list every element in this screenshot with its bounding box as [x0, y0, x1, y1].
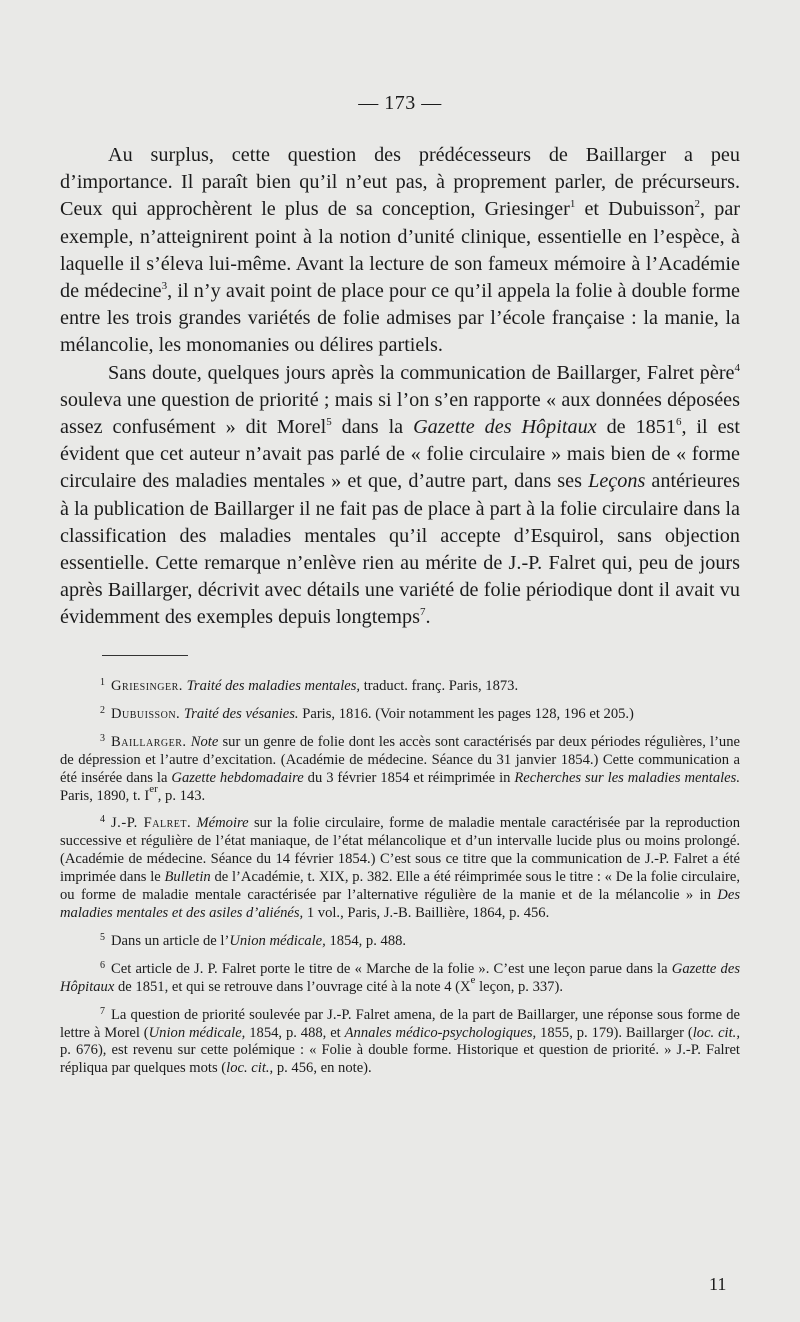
- author-name: Dubuisson.: [111, 705, 181, 722]
- footnote: [60, 730, 740, 806]
- footnote: [60, 1003, 740, 1079]
- italic-title: Recherches sur les maladies mentales.: [514, 769, 740, 786]
- text-run: du 3 février 1854 et réimprimée in: [303, 769, 515, 786]
- paragraph: [60, 360, 740, 632]
- footnote-reference: 5: [326, 416, 332, 429]
- text-run: p. 456, en note).: [273, 1060, 372, 1077]
- italic-title: loc. cit.,: [226, 1060, 274, 1077]
- text-run: 1854, p. 488, et: [245, 1024, 345, 1041]
- italic-title: Gazette des Hôpitaux: [413, 416, 597, 439]
- italic-title: Traité des vésanies.: [183, 705, 299, 722]
- text-run: , il est évident que cet auteur n’avait pas parlé de « folie circulaire » mais bien de « forme circulaire des maladies mentales » et que, d’autre part, dans ses: [60, 416, 741, 493]
- text-run: de l’Académie, t. XIX, p. 382. Elle a été réimprimée sous le titre : « De la folie circulaire, ou forme de maladie mentale caractérisée par l’alternative régulière de la manie et de la mélancolie » in: [60, 869, 740, 904]
- footnote-reference: er: [149, 782, 158, 795]
- footnote: [60, 957, 740, 997]
- footnote: [60, 811, 740, 922]
- text-run: leçon, p. 337).: [475, 978, 563, 995]
- footnote-reference: 7: [419, 606, 426, 619]
- footnote-divider: [102, 655, 188, 656]
- text-run: souleva une question de priorité ; mais si l’on s’en rapporte « aux données déposées assez confusément » dit Morel: [60, 388, 740, 439]
- text-run: Au surplus, cette question des prédécesseurs de Baillarger a peu d’importance. Il paraît bien qu’il n’eut pas, à proprement parler, de précurseurs. Ceux qui approchèrent le plus de sa conception, Griesinger: [60, 144, 740, 221]
- author-name: Griesinger.: [111, 678, 183, 694]
- text-run: et Dubuisson: [575, 198, 695, 221]
- footnote: [60, 702, 740, 724]
- text-run: 1 vol., Paris, J.-B. Baillière, 1864, p. 456.: [303, 904, 550, 921]
- footnote-reference: e: [470, 973, 476, 986]
- text-run: .: [425, 606, 431, 629]
- text-run: sur la folie circulaire, forme de maladie mentale caractérisée par la reproduction successive et régulière de l’état maniaque, de l’état mélancolique et d’un intervalle lucide plus ou moins prolongé. (Académie de médecine. Séance du 14 février 1854.) C’est sous ce titre que la communication de J.-P. Falret a été imprimée dans le: [60, 815, 740, 886]
- footnote-reference: 1: [569, 198, 576, 211]
- text-run: p. 676), est revenu sur cette polémique : « Folie à double forme. Historique et question de priorité. » J.-P. Falret répliqua par quelques mots (: [60, 1042, 740, 1077]
- footnote-number: 3: [100, 732, 105, 744]
- body-text: [60, 142, 740, 632]
- text-run: , p. 143.: [157, 787, 206, 804]
- italic-title: Union médicale,: [148, 1024, 246, 1041]
- footnote-number: 1: [100, 677, 105, 688]
- footnote: [60, 674, 740, 696]
- page-number: — 173 —: [358, 92, 442, 114]
- text-run: Sans doute, quelques jours après la communication de Baillarger, Falret père: [108, 361, 735, 384]
- paragraph: [60, 142, 740, 360]
- italic-title: Mémoire: [196, 815, 249, 832]
- text-run: , il n’y avait point de place pour ce qu’il appela la folie à double forme entre les trois grandes variétés de folie admises par l’école française : la manie, la mélancolie, les monomanies ou délires partiels.: [60, 280, 740, 357]
- text-run: dans la: [331, 416, 414, 439]
- text-run: sur un genre de folie dont les accès sont caractérisés par deux périodes régulières, l’une de dépression et l’autre d’excitation. (Académie de médecine. Séance du 31 janvier 1854.) Cette communication a été insérée dans la: [60, 733, 740, 786]
- author-name: Baillarger.: [111, 733, 187, 750]
- text-run: Cet article de J. P. Falret porte le titre de « Marche de la folie ». C’est une leçon parue dans la: [111, 960, 672, 977]
- footnote-number: 5: [100, 931, 105, 943]
- footnotes: [60, 674, 740, 1084]
- italic-title: loc. cit.,: [692, 1024, 740, 1041]
- footnote-reference: 6: [675, 416, 682, 429]
- footnote-number: 4: [100, 814, 105, 826]
- text-run: de 1851: [596, 416, 676, 439]
- signature-mark: 11: [709, 1274, 727, 1294]
- author-name: J.-P. Falret.: [111, 815, 192, 832]
- italic-title: Gazette des Hôpitaux: [60, 960, 740, 995]
- text-run: La question de priorité soulevée par J.-P. Falret amena, de la part de Baillarger, une réponse sous forme de lettre à Morel (: [60, 1006, 740, 1041]
- italic-title: Gazette hebdomadaire: [171, 769, 304, 786]
- text-run: 1855, p. 179). Baillarger (: [536, 1024, 693, 1041]
- text-run: traduct. franç. Paris, 1873.: [360, 678, 519, 694]
- italic-title: Note: [190, 733, 219, 750]
- italic-title: Traité des maladies mentales,: [186, 678, 361, 694]
- italic-title: Leçons: [588, 470, 646, 493]
- footnote-reference: 4: [734, 361, 740, 374]
- italic-title: Bulletin: [164, 869, 211, 886]
- text-run: Dans un article de l’: [111, 932, 230, 949]
- footnote-reference: 3: [161, 280, 168, 293]
- text-run: antérieures à la publication de Baillarger il ne fait pas de place à part à la folie circulaire dans la classification des maladies mentales qu’il accepte d’Esquirol, sans objection essentielle. Cette remarque n’enlève rien au mérite de J.-P. Falret qui, peu de jours après Baillarger, décrivit avec détails une variété de folie périodique dont il avait vu évidemment des exemples depuis longtemps: [60, 470, 740, 629]
- text-run: Paris, 1890, t. I: [60, 787, 150, 804]
- italic-title: Annales médico-psychologiques,: [344, 1024, 537, 1041]
- text-run: Paris, 1816. (Voir notamment les pages 128, 196 et 205.): [298, 705, 634, 722]
- text-run: , par exemple, n’atteignirent point à la notion d’unité clinique, essentielle en l’espèce, à laquelle il s’éleva lui-même. Avant la lecture de son fameux mémoire à l’Académie de médecine: [60, 198, 740, 303]
- italic-title: Des maladies mentales et des asiles d’aliénés,: [60, 887, 740, 921]
- footnote: [60, 929, 740, 951]
- footnote-number: 2: [100, 704, 105, 716]
- footnote-number: 7: [100, 1005, 105, 1017]
- text-run: de 1851, et qui se retrouve dans l’ouvrage cité à la note 4 (X: [114, 978, 471, 995]
- footnote-reference: 2: [694, 198, 701, 211]
- footnote-number: 6: [100, 959, 105, 971]
- italic-title: Union médicale,: [229, 932, 326, 949]
- text-run: 1854, p. 488.: [325, 932, 407, 949]
